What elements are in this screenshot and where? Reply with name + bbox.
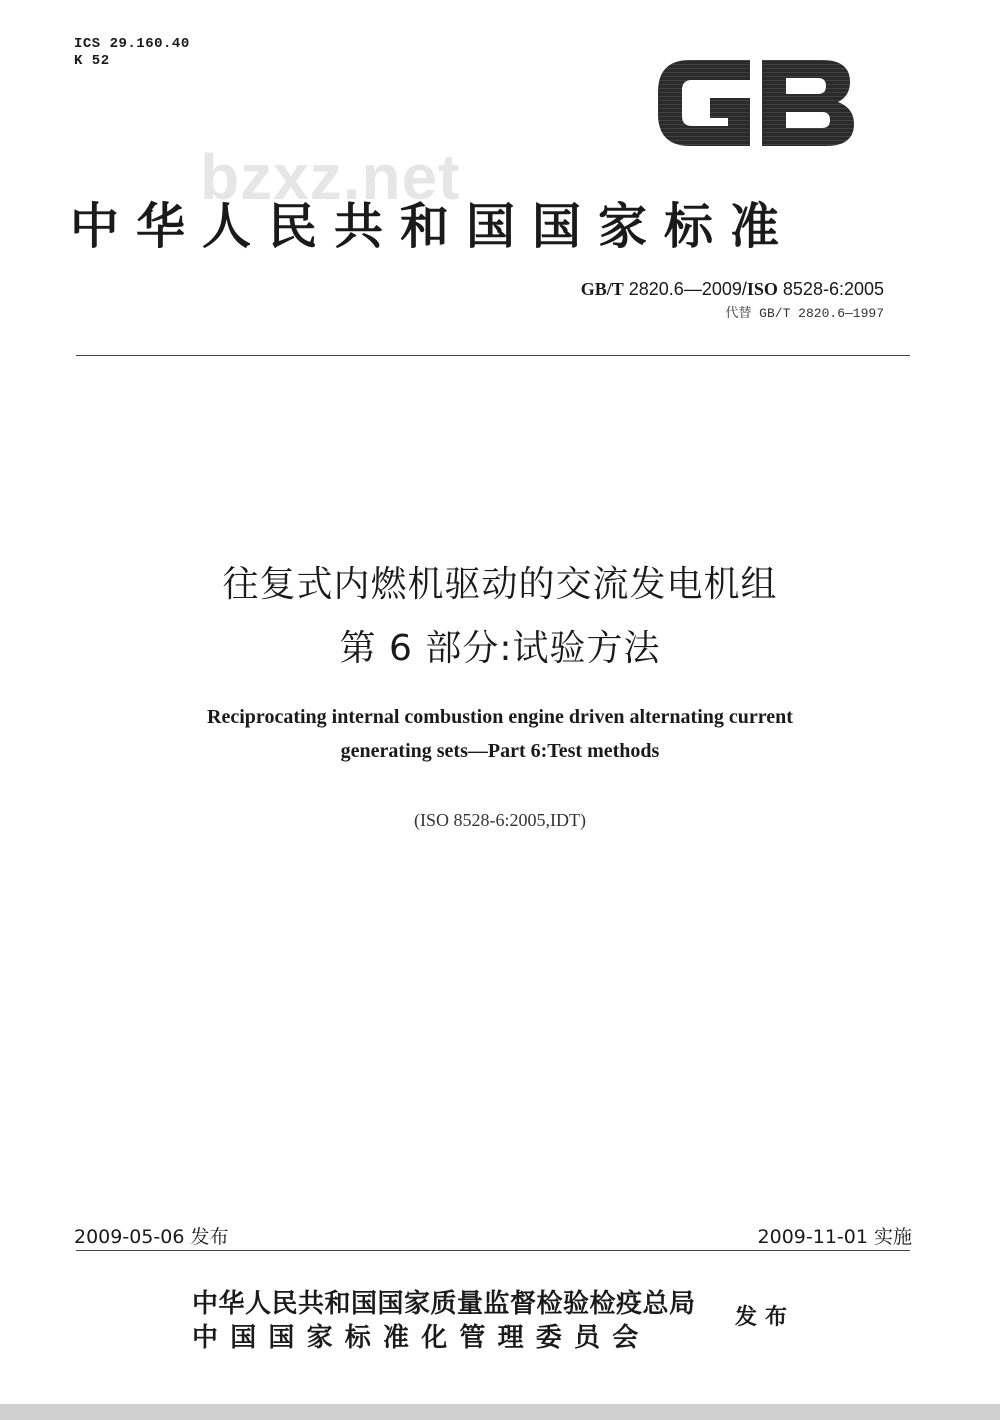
- page-bottom-edge: [0, 1404, 1000, 1420]
- standard-number-prefix: GB/T: [580, 279, 624, 299]
- ccs-code: K 52: [74, 53, 110, 69]
- title-english-line-1: Reciprocating internal combustion engine driven alternating current: [207, 706, 793, 728]
- publisher-aqsiq: 中华人民共和国国家质量监督检验检疫总局: [192, 1289, 696, 1319]
- header-divider: [76, 355, 910, 356]
- footer-divider: [76, 1250, 910, 1251]
- standard-number-body: 2820.6—2009/: [623, 279, 747, 299]
- publisher-sac: 中国国家标准化管理委员会: [192, 1323, 651, 1353]
- iso-equivalence: (ISO 8528-6:2005,IDT): [414, 810, 586, 830]
- iso-number-body: 8528-6:2005: [777, 279, 884, 299]
- replaces-note: 代替 GB/T 2820.6—1997: [725, 306, 884, 321]
- national-standard-title: 中华人民共和国国家标准: [70, 198, 797, 255]
- title-english-line-2: generating sets—Part 6:Test methods: [340, 740, 660, 762]
- standard-number: [581, 279, 884, 300]
- title-chinese-line-1: 往复式内燃机驱动的交流发电机组: [222, 564, 778, 605]
- publish-label: 发布: [735, 1305, 796, 1330]
- ics-code: ICS 29.160.40: [74, 36, 190, 52]
- effective-date: 2009-11-01 实施: [757, 1226, 912, 1248]
- title-chinese-line-2: 第 6 部分:试验方法: [339, 628, 661, 669]
- gb-logo-icon: [650, 48, 860, 158]
- issue-date: 2009-05-06 发布: [74, 1226, 229, 1248]
- classification-codes: [74, 36, 190, 70]
- iso-prefix: ISO: [746, 279, 778, 299]
- watermark: bzxz.net: [200, 141, 461, 213]
